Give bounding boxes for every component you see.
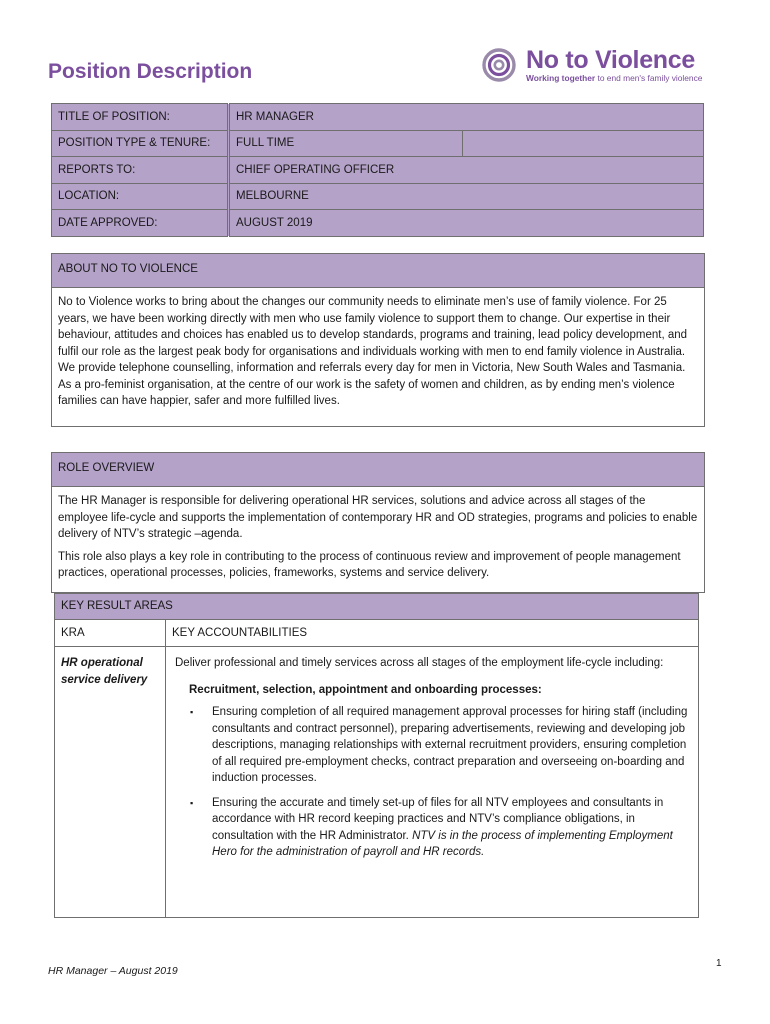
role-overview-heading: ROLE OVERVIEW (52, 453, 704, 487)
table-row (52, 210, 704, 237)
page-footer: HR Manager – August 2019 (48, 965, 178, 977)
info-label: POSITION TYPE & TENURE: (52, 130, 229, 157)
info-value: AUGUST 2019 (229, 210, 704, 237)
about-text: No to Violence works to bring about the changes our community needs to eliminate men’s use of family violence. For 25 years, we have been working directly with men who use family violence to support them to change. Our expertise in their behaviour, attitudes and choices has enabled us to develop standards, programs and training, lead policy development, and fulfil our role as the largest peak body for organisations and individuals working with men to end family violence in Australia. We provide telephone counselling, information and referrals every day for men in Victoria, New South Wales and Tasmania. As a pro-feminist organisation, at the centre of our work is the safety of women and children, as by ending men’s violence families can have happier, safer and more fulfilled lives. (58, 296, 688, 407)
kra-heading: KEY RESULT AREAS (55, 594, 698, 620)
info-value: MELBOURNE (229, 183, 704, 210)
table-row (55, 647, 698, 917)
accountabilities-column-header: KEY ACCOUNTABILITIES (172, 627, 308, 639)
role-overview-section (51, 452, 705, 593)
kra-column-headers (55, 620, 698, 647)
about-heading: ABOUT NO TO VIOLENCE (52, 254, 704, 288)
list-item: ▪ Ensuring completion of all required management approval processes for hiring staff (including consultants and contract personnel), preparing advertisements, reviewing and developing job descriptions, managing relationships with external recruitment providers, ensuring completion of all required pre-employment checks, contract preparation and overseeing on-boarding and induction processes. (190, 706, 688, 784)
key-result-areas-table (54, 593, 699, 918)
kra-column-header: KRA (55, 620, 166, 646)
logo-tagline: Working together to end men's family violence (526, 73, 703, 83)
role-overview-paragraph: This role also plays a key role in contributing to the process of continuous review and improvement of people management practices, operational processes, policies, frameworks, systems and service delivery. (58, 550, 681, 579)
accountabilities-subheading: Recruitment, selection, appointment and onboarding processes: (189, 683, 542, 696)
info-label: DATE APPROVED: (52, 210, 229, 237)
role-overview-paragraph: The HR Manager is responsible for delivering operational HR services, solutions and advice across all stages of the employee life-cycle and supports the implementation of contemporary HR and OD strategies, programs and policies to enable delivery of NTV’s strategic –agenda. (58, 495, 698, 540)
table-row (52, 157, 704, 184)
table-row (52, 130, 704, 157)
table-row (52, 104, 704, 131)
bullet-icon: ▪ (190, 707, 194, 717)
kra-row-label: HR operational service delivery (55, 647, 166, 917)
info-value: CHIEF OPERATING OFFICER (229, 157, 704, 184)
table-row (52, 183, 704, 210)
position-info-table (51, 103, 704, 237)
info-label: LOCATION: (52, 183, 229, 210)
organisation-logo (478, 46, 718, 86)
accountabilities-cell (166, 647, 698, 917)
info-value: FULL TIME (229, 130, 463, 157)
bullet-icon: ▪ (190, 797, 194, 808)
accountabilities-intro: Deliver professional and timely services across all stages of the employment life-cycle including: (175, 657, 664, 669)
info-value: HR MANAGER (229, 104, 704, 131)
info-label: REPORTS TO: (52, 157, 229, 184)
list-item: ▪ Ensuring the accurate and timely set-up of files for all NTV employees and consultants in accordance with HR record keeping practices and NTV’s compliance obligations, in consultation with the HR Administrator. NTV is in the process of implementing Employment Hero for the administration of payroll and HR records. (190, 796, 673, 858)
page-title: Position Description (48, 60, 253, 83)
page-number: 1 (716, 958, 722, 969)
logo-wordmark: No to Violence (526, 46, 695, 74)
accountabilities-list (175, 704, 688, 861)
about-section (51, 253, 705, 427)
logo-rings-icon (478, 48, 518, 82)
info-label: TITLE OF POSITION: (52, 104, 229, 131)
info-value-secondary (463, 130, 704, 157)
